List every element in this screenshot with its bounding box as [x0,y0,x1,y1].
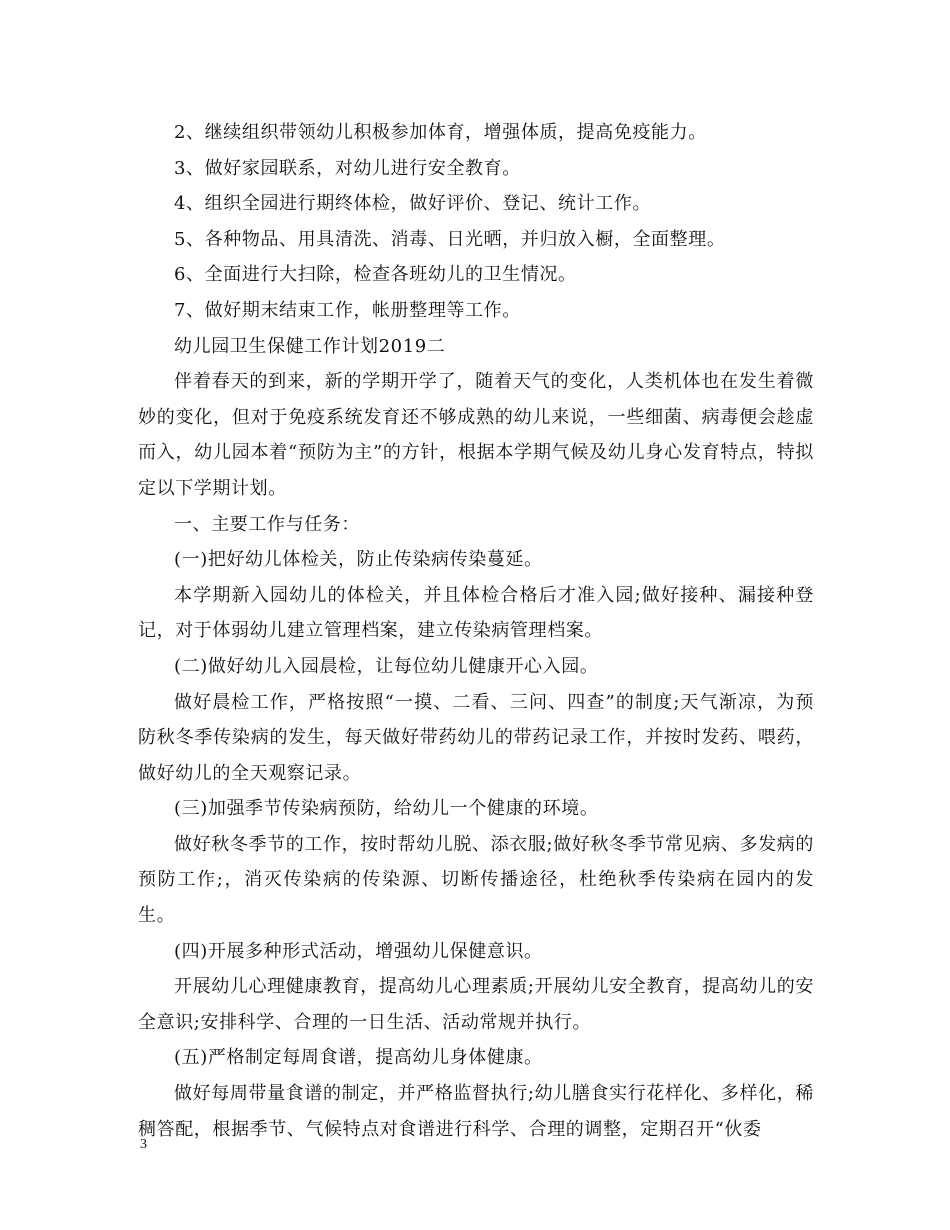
paragraph: 6、全面进行大扫除，检查各班幼儿的卫生情况。 [174,264,577,286]
page-number: 3 [140,1137,147,1152]
paragraph: 做好秋冬季节的工作，按时帮幼儿脱、添衣服;做好秋冬季节常见病、多发病的预防工作;，消灭传染病的传染源、切断传播途径，杜绝秋季传染病在园内的发生。 [138,833,814,927]
paragraph: 伴着春天的到来，新的学期开学了，随着天气的变化，人类机体也在发生着微妙的变化，但对于免疫系统发育还不够成熟的幼儿来说，一些细菌、病毒便会趁虚而入，幼儿园本着“预防为主”的方针，根据本学期气候及幼儿身心发育特点，特拟定以下学期计划。 [138,371,814,499]
section-title: 幼儿园卫生保健工作计划2019二 [174,335,446,357]
subheading: (五)严格制定每周食谱，提高幼儿身体健康。 [174,1047,543,1069]
paragraph: 5、各种物品、用具清洗、消毒、日光晒，并归放入橱，全面整理。 [174,228,726,250]
subheading: (三)加强季节传染病预防，给幼儿一个健康的环境。 [174,798,599,820]
document-body [138,115,814,1147]
paragraph: 本学期新入园幼儿的体检关，并且体检合格后才准入园;做好接种、漏接种登记，对于体弱幼儿建立管理档案，建立传染病管理档案。 [138,584,814,642]
subheading: (四)开展多种形式活动，增强幼儿保健意识。 [174,940,543,962]
paragraph: 做好每周带量食谱的制定，并严格监督执行;幼儿膳食实行花样化、多样化，稀稠答配，根据季节、气候特点对食谱进行科学、合理的调整，定期召开“伙委 [138,1083,814,1140]
section-heading: 一、主要工作与任务： [174,513,360,535]
paragraph: 7、做好期末结束工作，帐册整理等工作。 [174,299,521,321]
paragraph: 开展幼儿心理健康教育，提高幼儿心理素质;开展幼儿安全教育，提高幼儿的安全意识;安排科学、合理的一日生活、活动常规并执行。 [138,976,814,1033]
subheading: (一)把好幼儿体检关，防止传染病传染蔓延。 [174,549,543,571]
paragraph: 2、继续组织带领幼儿积极参加体育，增强体质，提高免疫能力。 [174,122,707,143]
paragraph: 3、做好家园联系，对幼儿进行安全教育。 [174,157,521,179]
paragraph: 4、组织全园进行期终体检，做好评价、登记、统计工作。 [174,193,652,215]
paragraph: 做好晨检工作，严格按照“一摸、二看、三问、四查”的制度;天气渐凉，为预防秋冬季传染病的发生，每天做好带药幼儿的带药记录工作，并按时发药、喂药，做好幼儿的全天观察记录。 [138,691,814,784]
subheading: (二)做好幼儿入园晨检，让每位幼儿健康开心入园。 [174,655,599,677]
